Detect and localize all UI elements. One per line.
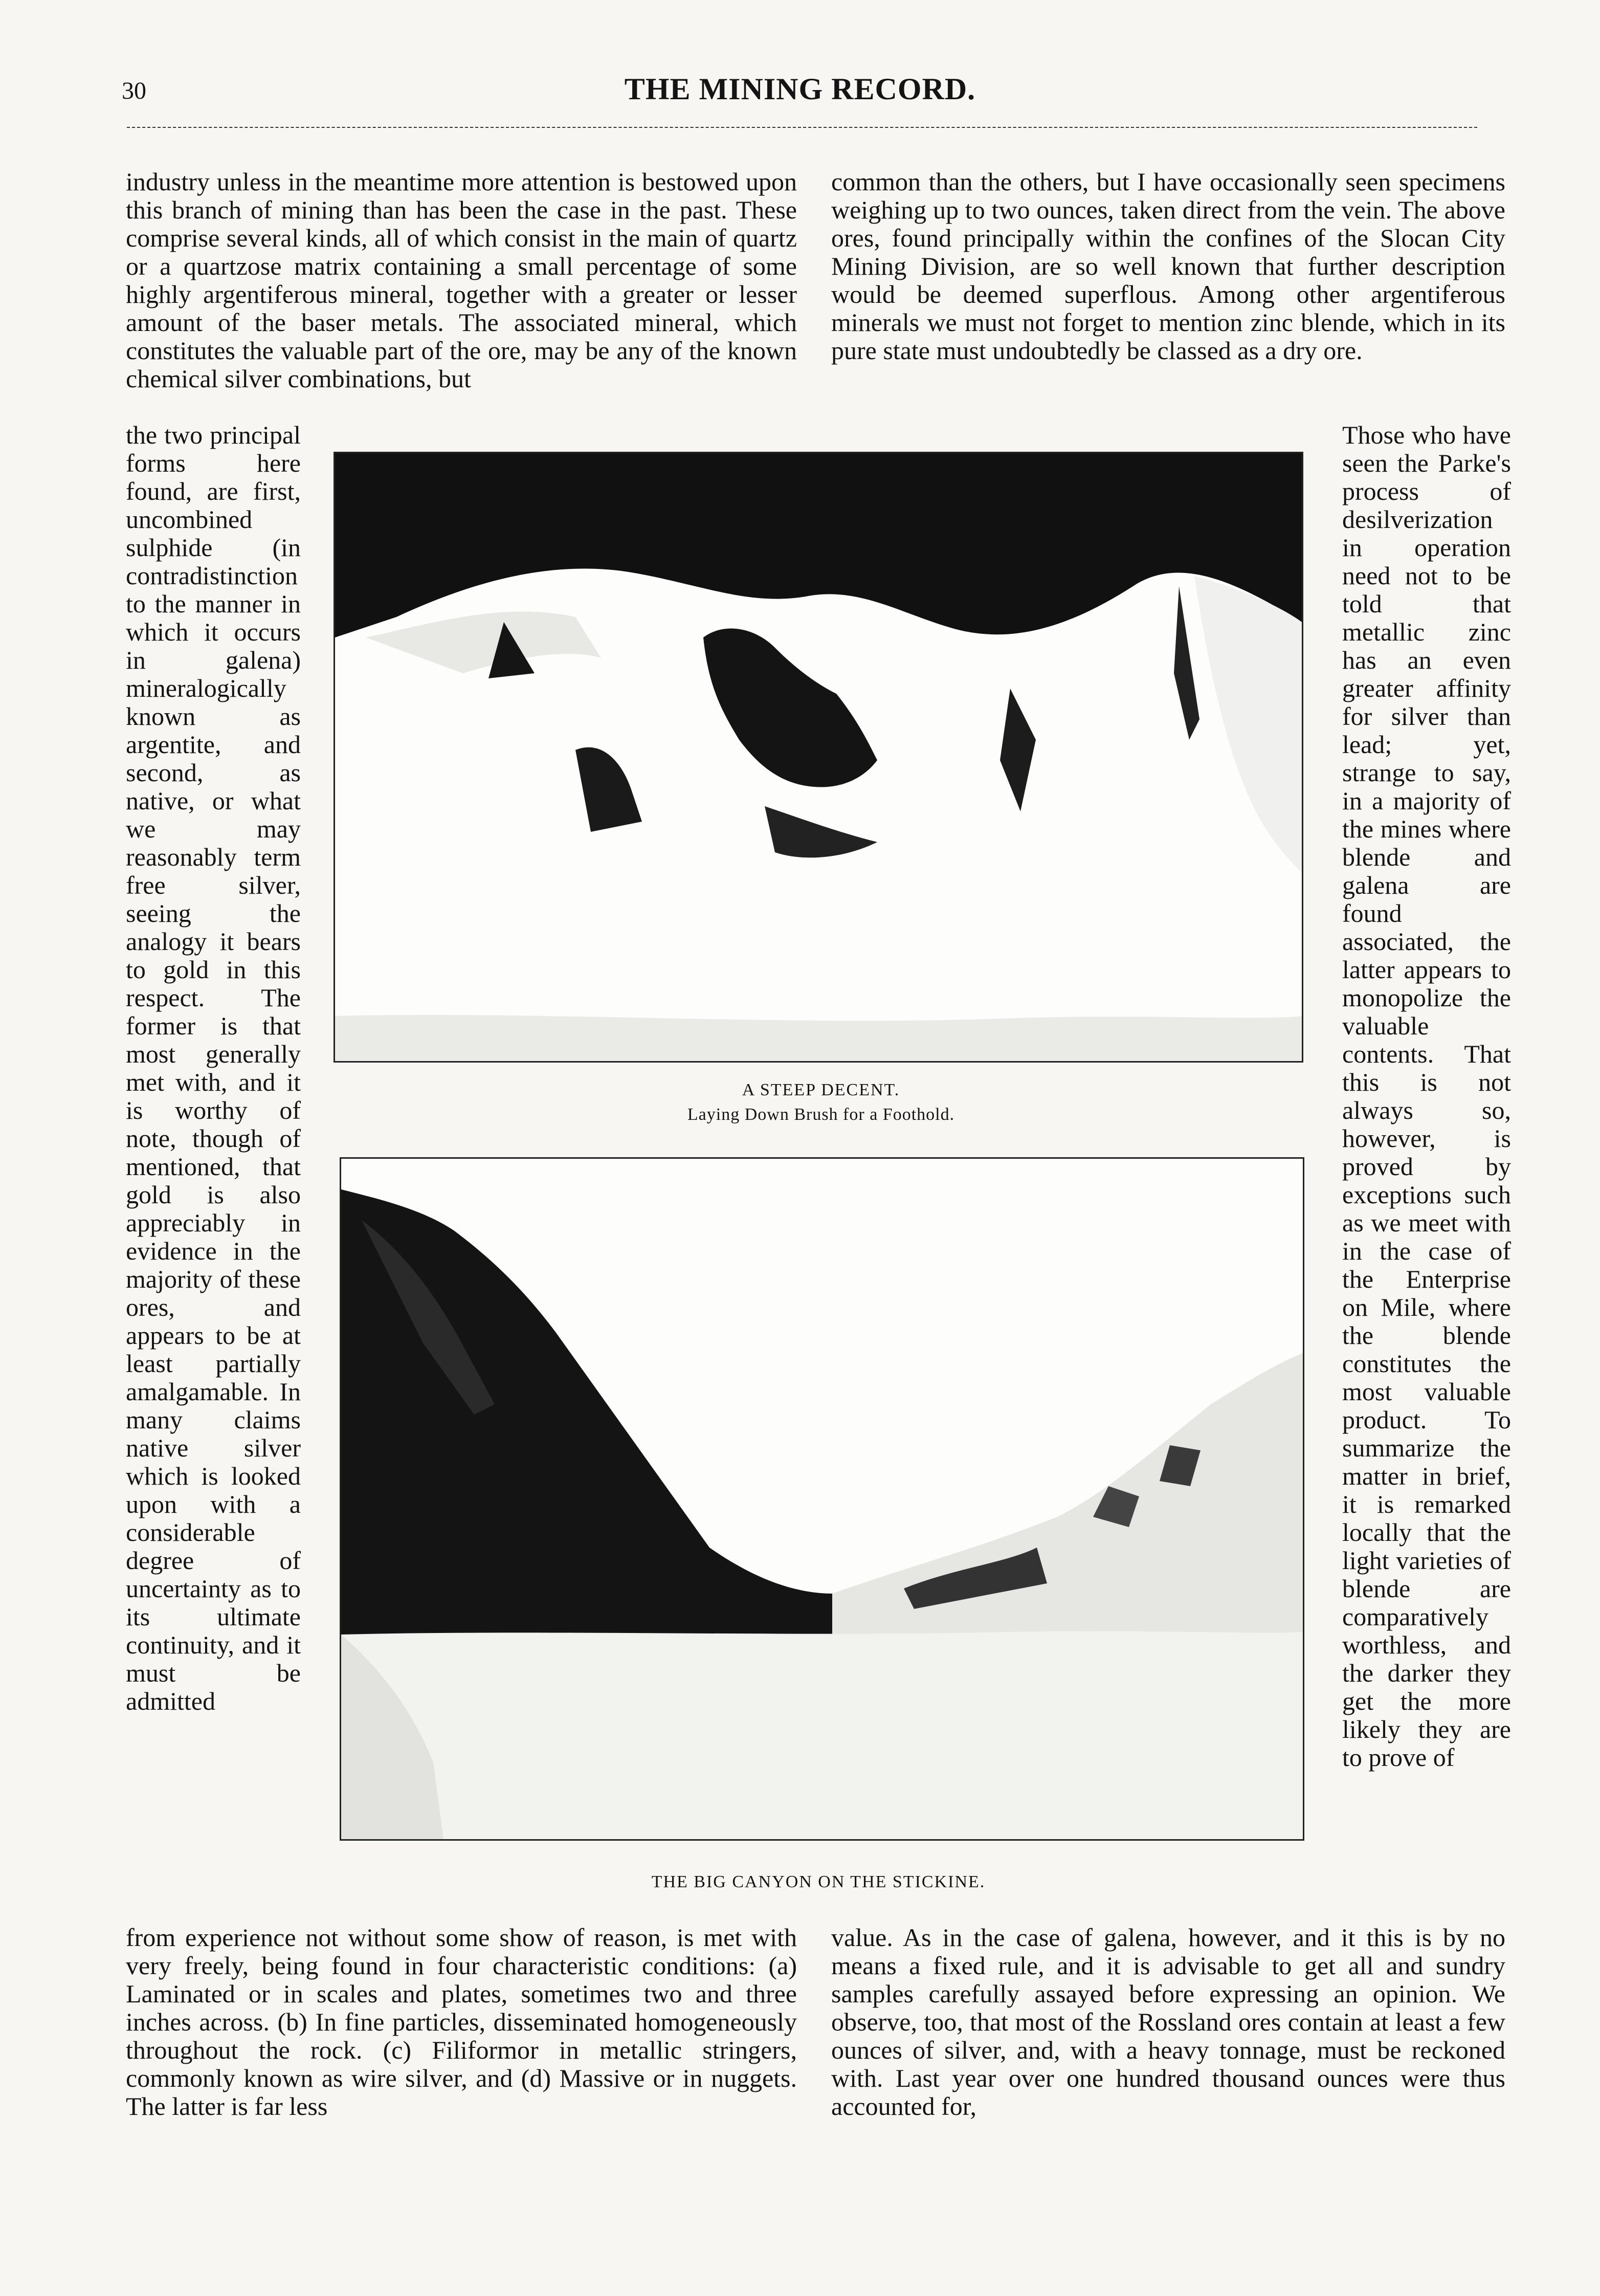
left-column-narrow-text: the two principal forms here found, are first, uncombined sulphide (in contradistinction to the manner in which it occurs in galena) mineralogically known as argentite, and second, as native, or what we may reasonably term free silver, seeing the analogy it bears to gold in this respect. The former is that most generally met with, and it is worthy of note, though of mentioned, that gold is also appreciably in evidence in the majority of these ores, and appears to be at least partially amalgamable. In many claims native silver which is looked upon with a considerable degree of uncertainty as to its ultimate continuity, and it must be admitted — [126, 421, 301, 1715]
right-column-top-text: common than the others, but I have occasionally seen specimens weighing up to two ounces, taken direct from the vein. The above ores, found principally within the confines of the Slocan City Mining Division, are so well known that further description would be deemed superflous. Among other argentiferous minerals we must not forget to mention zinc blende, which in its pure state must undoubtedly be classed as a dry ore. — [831, 167, 1505, 365]
left-column-top-text: industry unless in the meantime more attention is bestowed upon this branch of mining than has been the case in the past. These comprise several kinds, all of which consist in the main of quartz or a quartzose matrix containing a small percentage of some highly argentiferous mineral, together with a greater or lesser amount of the baser metals. The associated mineral, which constitutes the valuable part of the ore, may be any of the known chemical silver combinations, but — [126, 167, 797, 393]
figure-1-caption: A STEEP DECENT. — [742, 1080, 900, 1099]
figure-1-subcaption: Laying Down Brush for a Foothold. — [687, 1105, 955, 1124]
big-canyon-photo-image — [341, 1159, 1303, 1839]
figure-2-caption: THE BIG CANYON ON THE STICKINE. — [651, 1872, 986, 1891]
header-rule — [127, 127, 1477, 130]
right-column-bottom-text: value. As in the case of galena, however, and it this is by no means a fixed rule, and it is advisable to get all and sundry samples carefully assayed before expressing an opinion. We observe, too, that most of the Rossland ores contain at least a few ounces of silver, and, with a heavy tonnage, must be reckoned with. Last year over one hundred thousand ounces were thus accounted for, — [831, 1923, 1505, 2121]
page-title: THE MINING RECORD. — [624, 72, 976, 106]
right-column-narrow-text: Those who have seen the Parke's process of desilverization in operation need not to be told that metallic zinc has an even greater affinity for silver than lead; yet, strange to say, in a majority of the mines where blende and galena are found associated, the latter appears to monopolize the valuable contents. That this is not always so, however, is proved by exceptions such as we meet with in the case of the Enterprise on Mile, where the blende constitutes the most valuable product. To summarize the matter in brief, it is remarked locally that the light varieties of blende are comparatively worthless, and the darker they get the more likely they are to prove of — [1342, 421, 1511, 1772]
page-number: 30 — [122, 77, 146, 104]
left-column-bottom-text: from experience not without some show of reason, is met with very freely, being found in four characteristic conditions: (a) Laminated or in scales and plates, sometimes two and three inches across. (b) In fine particles, disseminated homogeneously throughout the rock. (c) Filiformor in metallic stringers, commonly known as wire silver, and (d) Massive or in nuggets. The latter is far less — [126, 1923, 797, 2121]
steep-decent-photo-image — [335, 453, 1302, 1061]
steep-decent-photo — [334, 452, 1303, 1063]
big-canyon-photo — [340, 1157, 1304, 1841]
